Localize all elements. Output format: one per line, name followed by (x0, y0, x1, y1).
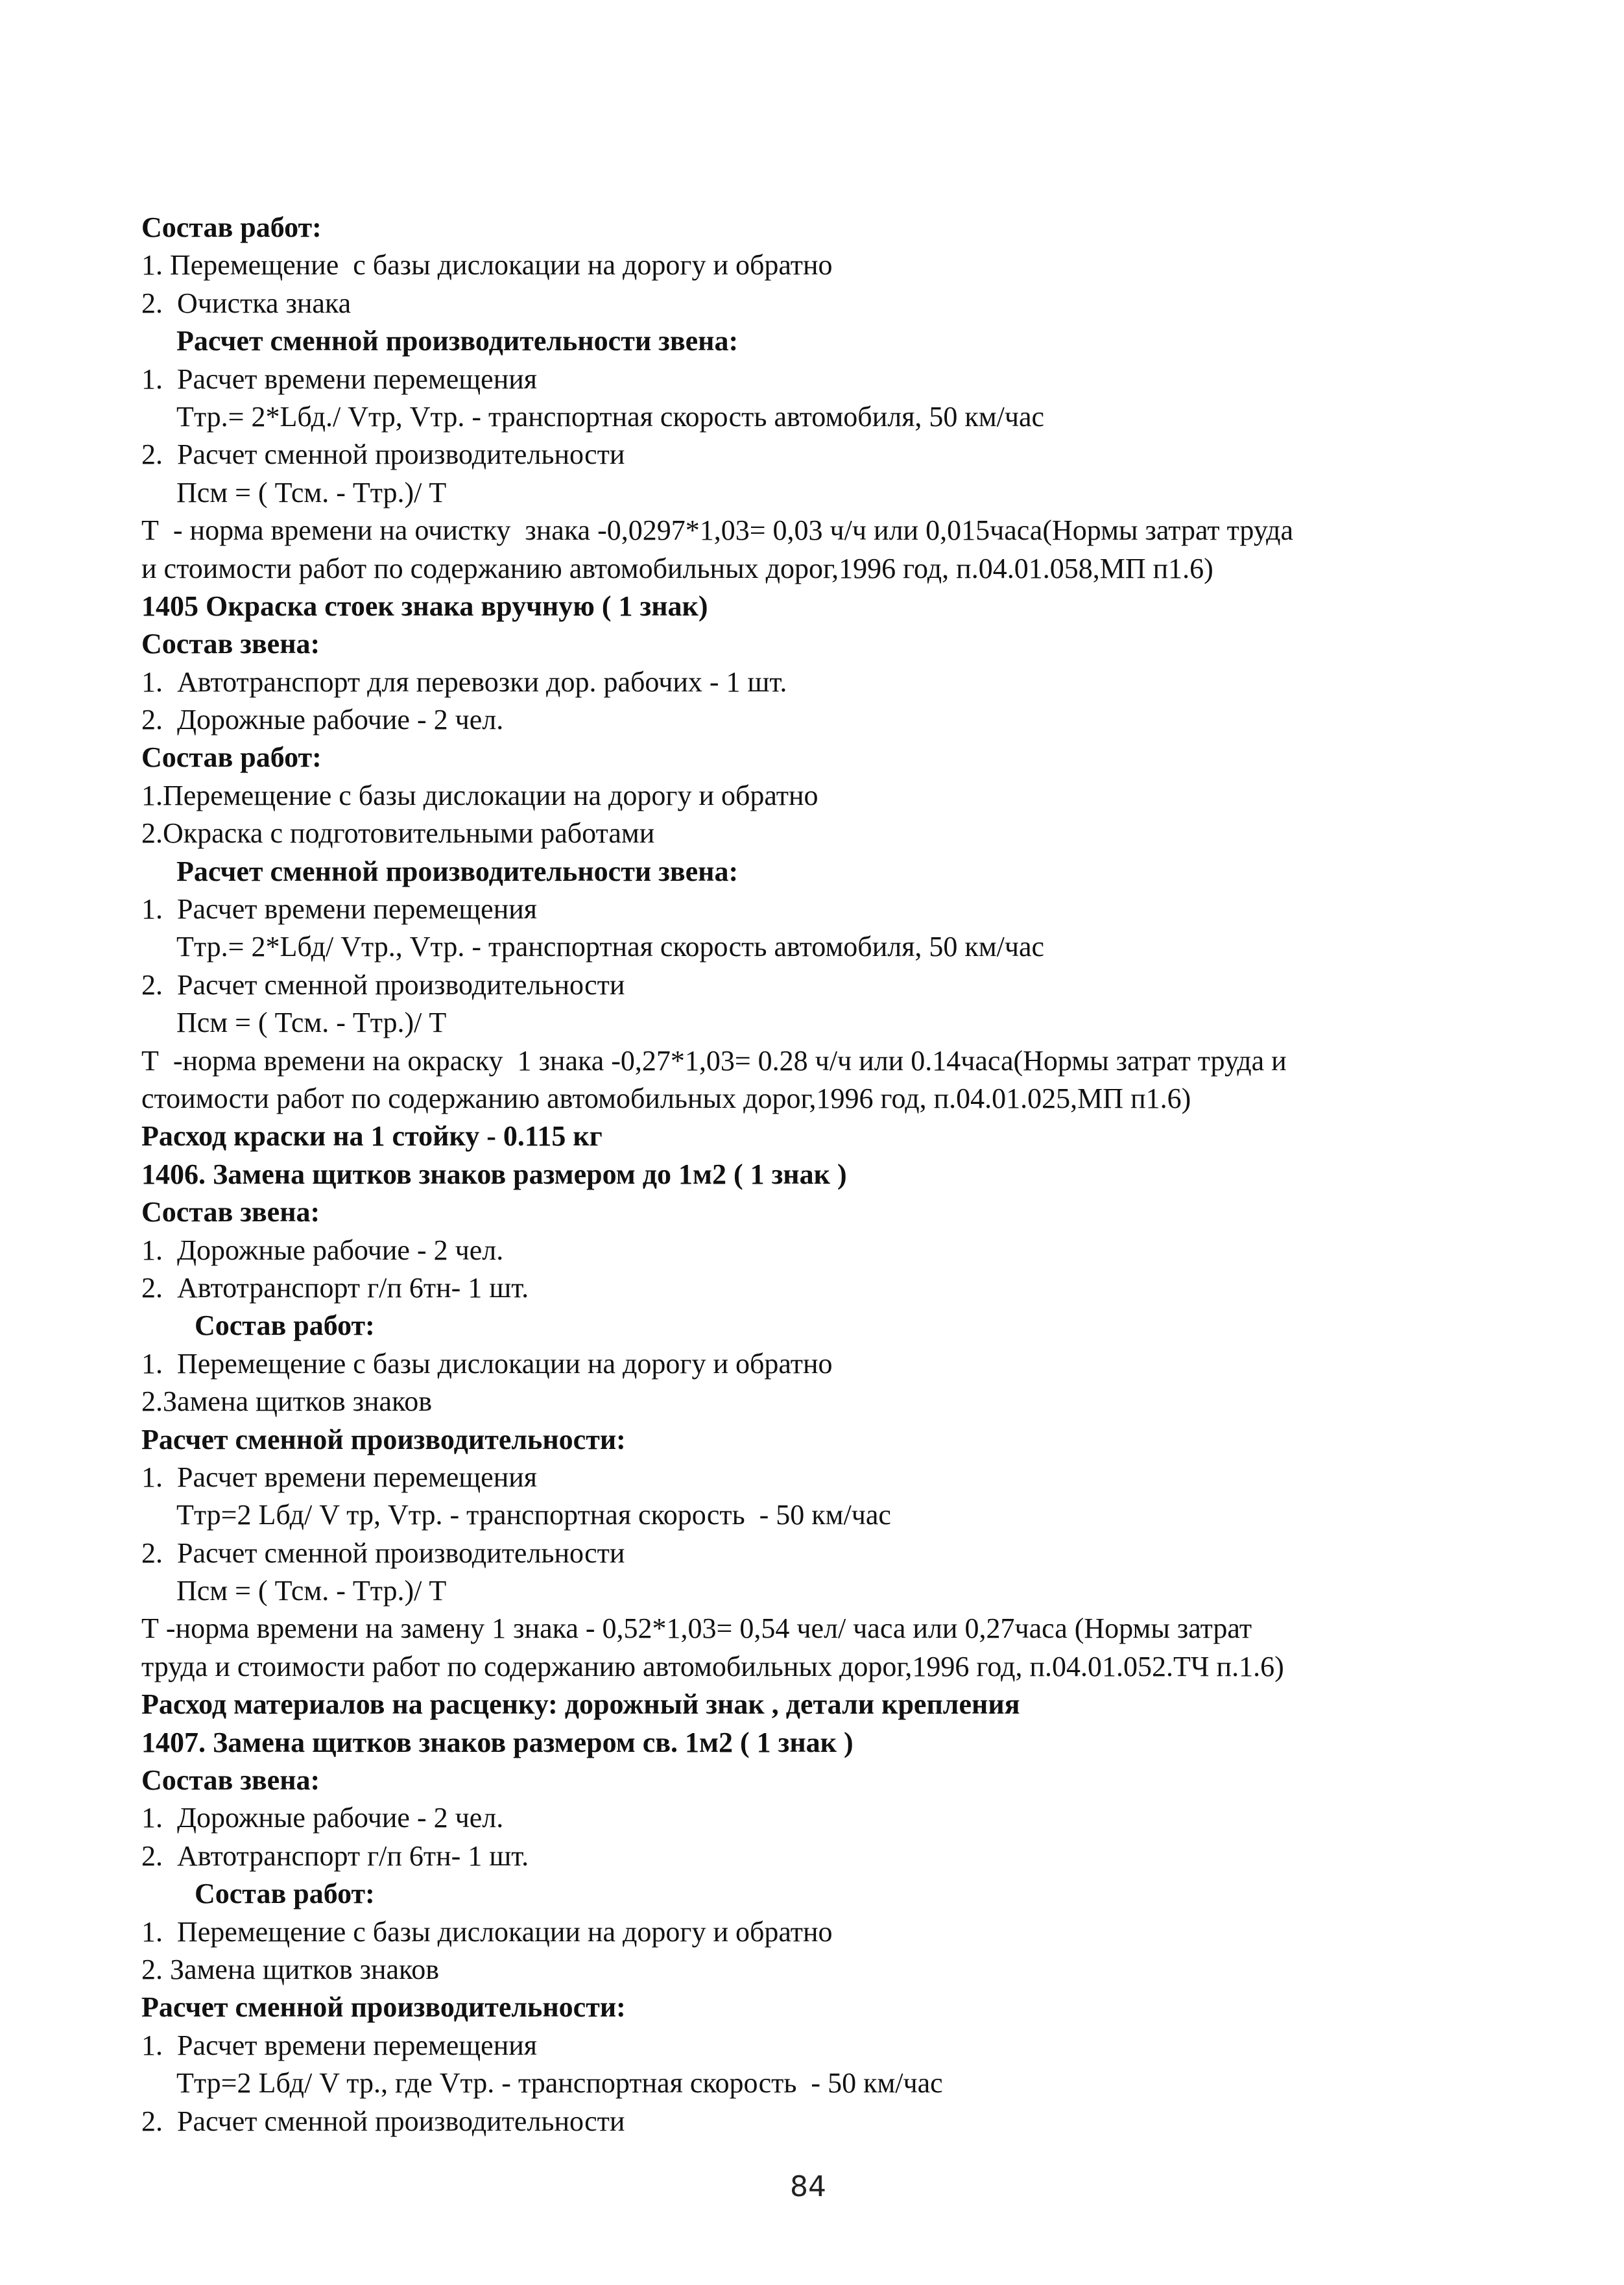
text-line: труда и стоимости работ по содержанию автомобильных дорог,1996 год, п.04.01.052.ТЧ п.1.6) (141, 1650, 1284, 1682)
page-number: 84 (790, 2170, 826, 2203)
text-line: 1.Перемещение с базы дислокации на дорогу и обратно (141, 779, 818, 811)
text-line: 2.Замена щитков знаков (141, 1385, 432, 1418)
text-line: 1. Автотранспорт для перевозки дор. рабочих - 1 шт. (141, 665, 787, 698)
text-line: 1. Расчет времени перемещения (141, 893, 538, 926)
section-heading: Расчет сменной производительности: (141, 1991, 626, 2024)
text-line: и стоимости работ по содержанию автомобильных дорог,1996 год, п.04.01.058,МП п1.6) (141, 552, 1213, 584)
text-line: Т -норма времени на окраску 1 знака -0,27*1,03= 0.28 ч/ч или 0.14часа(Нормы затрат труда и (141, 1044, 1287, 1077)
section-heading: Состав звена: (141, 1196, 320, 1228)
section-heading: Расход материалов на расценку: дорожный знак , детали крепления (141, 1688, 1020, 1721)
text-line: Псм = ( Тсм. - Ттр.)/ Т (176, 1007, 447, 1039)
section-heading: 1407. Замена щитков знаков размером св. 1м2 ( 1 знак ) (141, 1726, 854, 1758)
text-line: Ттр=2 Lбд/ V тр, Vтр. - транспортная скорость - 50 км/час (176, 1499, 891, 1531)
text-line: 1. Расчет времени перемещения (141, 2029, 538, 2061)
section-heading: Состав звена: (141, 1764, 320, 1797)
section-heading: Состав работ: (141, 211, 322, 243)
section-heading: Состав работ: (141, 741, 322, 774)
text-line: 2.Окраска с подготовительными работами (141, 817, 655, 850)
section-heading: Расход краски на 1 стойку - 0.115 кг (141, 1120, 603, 1153)
text-line: Псм = ( Тсм. - Ттр.)/ Т (176, 1575, 447, 1607)
text-line: 2. Расчет сменной производительности (141, 2105, 625, 2137)
text-line: Т - норма времени на очистку знака -0,0297*1,03= 0,03 ч/ч или 0,015часа(Нормы затрат труда (141, 514, 1293, 547)
text-line: 2. Дорожные рабочие - 2 чел. (141, 704, 504, 736)
text-line: 1. Дорожные рабочие - 2 чел. (141, 1802, 504, 1834)
section-heading: Состав работ: (195, 1310, 375, 1342)
text-line: 1. Расчет времени перемещения (141, 363, 538, 395)
text-line: 1. Перемещение с базы дислокации на дорогу и обратно (141, 1347, 833, 1380)
text-line: 2. Автотранспорт г/п 6тн- 1 шт. (141, 1839, 529, 1872)
section-heading: Состав работ: (195, 1878, 375, 1910)
section-heading: Расчет сменной производительности звена: (176, 325, 739, 357)
section-heading: Расчет сменной производительности: (141, 1423, 626, 1455)
text-line: 2. Расчет сменной производительности (141, 438, 625, 471)
page-body (141, 209, 1503, 2140)
text-line: 2. Очистка знака (141, 287, 352, 319)
section-heading: Расчет сменной производительности звена: (176, 855, 739, 887)
text-line: Псм = ( Тсм. - Ттр.)/ Т (176, 476, 447, 508)
text-line: 1. Дорожные рабочие - 2 чел. (141, 1234, 504, 1266)
text-line: Ттр.= 2*Lбд/ Vтр., Vтр. - транспортная скорость автомобиля, 50 км/час (176, 931, 1045, 963)
text-line: Т -норма времени на замену 1 знака - 0,52*1,03= 0,54 чел/ часа или 0,27часа (Нормы затрат (141, 1612, 1252, 1645)
text-line: 2. Автотранспорт г/п 6тн- 1 шт. (141, 1271, 529, 1304)
text-line: стоимости работ по содержанию автомобильных дорог,1996 год, п.04.01.025,МП п1.6) (141, 1082, 1191, 1114)
text-line: 2. Замена щитков знаков (141, 1953, 439, 1985)
text-line: 1. Перемещение с базы дислокации на дорогу и обратно (141, 249, 833, 281)
text-line: 1. Перемещение с базы дислокации на дорогу и обратно (141, 1915, 833, 1948)
section-heading: 1406. Замена щитков знаков размером до 1м2 ( 1 знак ) (141, 1158, 847, 1190)
text-line: Ттр=2 Lбд/ V тр., где Vтр. - транспортная скорость - 50 км/час (176, 2067, 943, 2100)
text-line: 2. Расчет сменной производительности (141, 968, 625, 1001)
section-heading: 1405 Окраска стоек знака вручную ( 1 знак) (141, 590, 708, 622)
text-line: 1. Расчет времени перемещения (141, 1461, 538, 1493)
text-line: 2. Расчет сменной производительности (141, 1537, 625, 1569)
section-heading: Состав звена: (141, 628, 320, 660)
text-line: Ттр.= 2*Lбд./ Vтр, Vтр. - транспортная скорость автомобиля, 50 км/час (176, 400, 1045, 433)
